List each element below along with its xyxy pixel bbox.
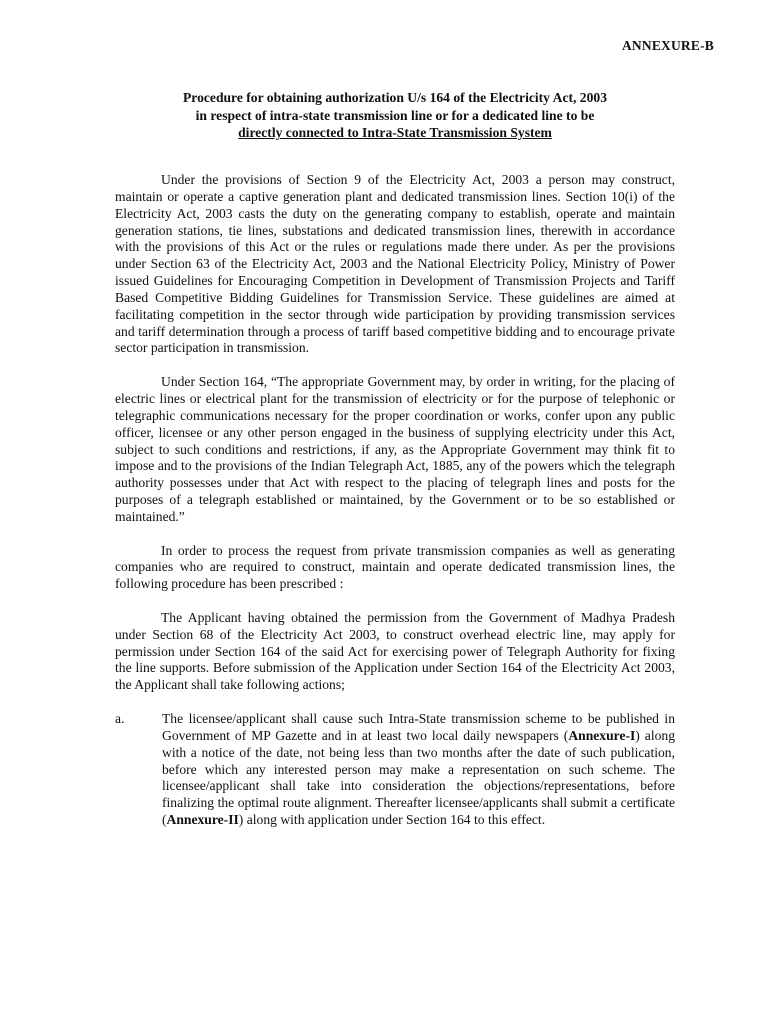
annexure-label: ANNEXURE-B (621, 38, 714, 53)
item-text-part-1: The licensee/applicant shall cause such Intra-State transmission scheme to be published in Government of MP Gazette and in at least two local daily newspapers ( (162, 711, 675, 743)
paragraph-section-164: Under Section 164, “The appropriate Government may, by order in writing, for the placing of electric lines or electrical plant for the transmission of electricity or for the purpose of telephonic or telegraphic communications necessary for the proper coordination or works, confer upon any public officer, licensee or any other person engaged in the business of supplying electricity under this Act, subject to such conditions and restrictions, if any, as the Appropriate Government may think fit to impose and to the provisions of the Indian Telegraph Act, 1885, any of the powers which the telegraph authority possesses under that Act with respect to the placing of telegraph lines and posts for the purposes of a telegraph established or maintained, by the Government or to be so established or maintained.” (115, 374, 675, 524)
item-text-part-2: ) along with a notice of the date, not being less than two months after the date of such publication, before which any interested person may make a representation on such scheme. The licensee/applicant shall take into consideration the objections/representations, before finalizing the optimal route alignment. Thereafter licensee/applicants shall submit a certificate ( (162, 727, 675, 828)
paragraph-procedure-intro: In order to process the request from private transmission companies as well as generating companies who are required to construct, maintain and operate dedicated transmission lines, the following procedure has been prescribed : (115, 542, 675, 592)
paragraph-applicant: The Applicant having obtained the permission from the Government of Madhya Pradesh under Section 68 of the Electricity Act 2003, to construct overhead electric line, may apply for permission under Section 164 of the said Act for exercising power of Telegraph Authority for fixing the line supports. Before submission of the Application under Section 164 of the Electricity Act 2003, the Applicant shall take following actions; (115, 609, 675, 693)
list-marker: a. (115, 711, 125, 726)
list-item-text (162, 711, 675, 829)
item-text-part-3: ) along with application under Section 164 to this effect. (238, 812, 546, 828)
paragraph-section-9: Under the provisions of Section 9 of the Electricity Act, 2003 a person may construct, maintain or operate a captive generation plant and dedicated transmission lines. Section 10(i) of the Electricity Act, 2003 casts the duty on the generating company to establish, operate and maintain generation stations, tie lines, substations and dedicated transmission lines, therewith in accordance with the provisions of this Act or the rules or regulations made there under. As per the provisions under Section 63 of the Electricity Act, 2003 and the National Electricity Policy, Ministry of Power issued Guidelines for Encouraging Competition in Development of Transmission Projects and Tariff Based Competitive Bidding Guidelines for Transmission Service. These guidelines are aimed at facilitating competition in the sector through wide participation by providing transmission services and tariff determination through a process of tariff based competitive bidding and to encourage private sector participation in transmission. (115, 172, 675, 356)
title-line-2: in respect of intra-state transmission line or for a dedicated line to be (195, 107, 595, 123)
list-item-a (115, 711, 675, 829)
annexure-ii-reference: Annexure-II (166, 812, 239, 828)
title-line-1: Procedure for obtaining authorization U/s 164 of the Electricity Act, 2003 (182, 90, 607, 105)
title-line-3: directly connected to Intra-State Transmission System (238, 125, 552, 140)
document-body (115, 172, 675, 829)
document-title (100, 89, 690, 142)
annexure-i-reference: Annexure-I (568, 727, 636, 743)
